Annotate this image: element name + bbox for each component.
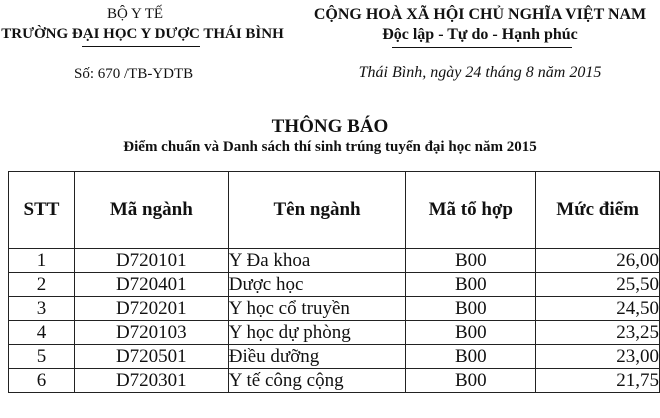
cell-major-code: D720401 <box>74 273 228 297</box>
cell-major-name: Y học dự phòng <box>228 321 406 345</box>
cell-major-code: D720103 <box>74 321 228 345</box>
cell-score: 24,50 <box>536 297 660 321</box>
cell-combination-code: B00 <box>406 345 536 369</box>
cell-score: 23,25 <box>536 321 660 345</box>
document-number: Số: 670 /TB-YDTB <box>74 66 194 82</box>
notice-title: THÔNG BÁO <box>271 116 389 137</box>
cell-score: 25,50 <box>536 273 660 297</box>
table-row <box>9 345 660 369</box>
table-row <box>9 249 660 273</box>
place-and-date: Thái Bình, ngày 24 tháng 8 năm 2015 <box>358 64 602 81</box>
cell-stt: 4 <box>9 321 75 345</box>
university-name: TRƯỜNG ĐẠI HỌC Y DƯỢC THÁI BÌNH <box>1 26 284 42</box>
cell-stt: 1 <box>9 249 75 273</box>
cell-major-name: Y Đa khoa <box>228 249 406 273</box>
cell-stt: 3 <box>9 297 75 321</box>
cell-combination-code: B00 <box>406 321 536 345</box>
cell-combination-code: B00 <box>406 297 536 321</box>
motto-underline <box>392 47 572 48</box>
cell-major-name: Y học cổ truyền <box>228 297 406 321</box>
cell-major-code: D720101 <box>74 249 228 273</box>
cell-major-name: Y tế công cộng <box>228 369 406 393</box>
table-header-row <box>9 172 660 249</box>
table-row <box>9 297 660 321</box>
header-combination-code: Mã tổ hợp <box>406 172 536 249</box>
cell-major-code: D720301 <box>74 369 228 393</box>
cell-stt: 5 <box>9 345 75 369</box>
cell-stt: 2 <box>9 273 75 297</box>
national-motto: Độc lập - Tự do - Hạnh phúc <box>382 26 578 43</box>
header-stt: STT <box>9 172 75 249</box>
cell-score: 26,00 <box>536 249 660 273</box>
republic-name: CỘNG HOÀ XÃ HỘI CHỦ NGHĨA VIỆT NAM <box>313 6 647 23</box>
university-underline <box>82 46 200 47</box>
cell-major-code: D720501 <box>74 345 228 369</box>
cell-major-code: D720201 <box>74 297 228 321</box>
table-row <box>9 321 660 345</box>
cell-combination-code: B00 <box>406 273 536 297</box>
cell-score: 23,00 <box>536 345 660 369</box>
cell-stt: 6 <box>9 369 75 393</box>
cell-score: 21,75 <box>536 369 660 393</box>
header-score: Mức điểm <box>536 172 660 249</box>
admission-score-table <box>8 171 660 393</box>
header-major-code: Mã ngành <box>74 172 228 249</box>
cell-combination-code: B00 <box>406 369 536 393</box>
table-row <box>9 273 660 297</box>
cell-major-name: Điều dưỡng <box>228 345 406 369</box>
ministry-name: BỘ Y TẾ <box>106 6 164 22</box>
cell-combination-code: B00 <box>406 249 536 273</box>
table-row <box>9 369 660 393</box>
header-major-name: Tên ngành <box>228 172 406 249</box>
notice-subtitle: Điểm chuẩn và Danh sách thí sinh trúng tuyển đại học năm 2015 <box>123 139 537 155</box>
cell-major-name: Dược học <box>228 273 406 297</box>
